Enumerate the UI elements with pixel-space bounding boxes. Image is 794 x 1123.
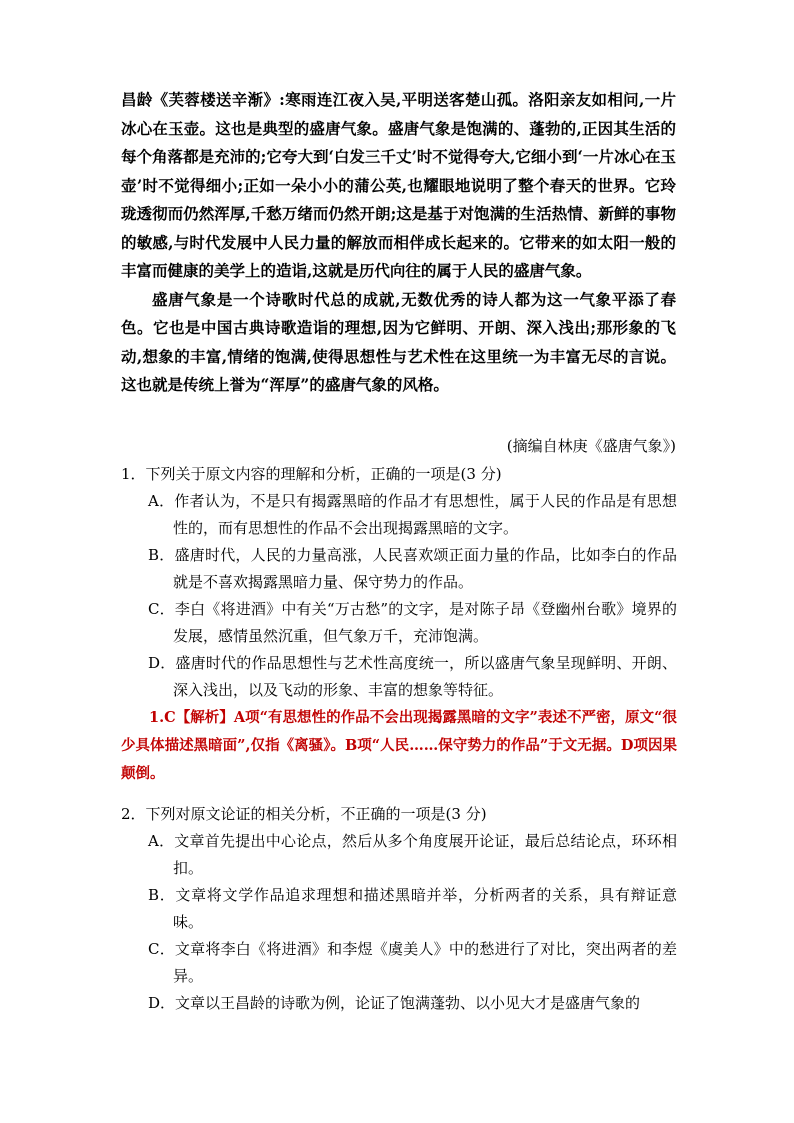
question-2-stem: 2．下列对原文论证的相关分析，不正确的一项是(3 分) xyxy=(121,805,487,823)
question-2-option-c: C．文章将李白《将进酒》和李煜《虞美人》中的愁进行了对比，突出两者的差异。 xyxy=(148,940,677,985)
question-1-stem: 1．下列关于原文内容的理解和分析，正确的一项是(3 分) xyxy=(121,465,502,483)
question-1-option-c: C．李白《将进酒》中有关“万古愁”的文字，是对陈子昂《登幽州台歌》境界的发展，感情虽然沉重，但气象万千，充沛饱满。 xyxy=(148,600,677,645)
article-source: (摘编自林庚《盛唐气象》) xyxy=(506,437,676,455)
question-1 xyxy=(121,460,677,788)
question-2-option-a: A．文章首先提出中心论点，然后从多个角度展开论证，最后总结论点，环环相扣。 xyxy=(148,832,677,877)
question-1-option-b: B．盛唐时代，人民的力量高涨，人民喜欢颂正面力量的作品，比如李白的作品就是不喜欢揭露黑暗力量、保守势力的作品。 xyxy=(148,546,677,591)
article-passage xyxy=(121,86,676,400)
passage-paragraph-1: 昌龄《芙蓉楼送辛渐》:寒雨连江夜入吴,平明送客楚山孤。洛阳亲友如相问,一片冰心在玉壶。这也是典型的盛唐气象。盛唐气象是饱满的、蓬勃的,正因其生活的每个角落都是充沛的;它夸大到‘白发三千丈’时不觉得夸大,它细小到‘一片冰心在玉壶’时不觉得细小;正如一朵小小的蒲公英,也耀眼地说明了整个春天的世界。它玲珑透彻而仍然浑厚,千愁万绪而仍然开朗;这是基于对饱满的生活热情、新鲜的事物的敏感,与时代发展中人民力量的解放而相伴成长起来的。它带来的如太阳一般的丰富而健康的美学上的造诣,这就是历代向往的属于人民的盛唐气象。 xyxy=(121,90,676,280)
passage-paragraph-2: 盛唐气象是一个诗歌时代总的成就,无数优秀的诗人都为这一气象平添了春色。它也是中国古典诗歌造诣的理想,因为它鲜明、开朗、深入浅出;那形象的飞动,想象的丰富,情绪的饱满,使得思想性与艺术性在这里统一为丰富无尽的言说。这也就是传统上誉为“浑厚”的盛唐气象的风格。 xyxy=(121,289,676,394)
question-1-option-a: A．作者认为，不是只有揭露黑暗的作品才有思想性，属于人民的作品是有思想性的，而有思想性的作品不会出现揭露黑暗的文字。 xyxy=(148,492,677,537)
question-2 xyxy=(121,800,677,1017)
question-1-answer-analysis: 1.C【解析】A项“有思想性的作品不会出现揭露黑暗的文字”表述不严密，原文“很少具体描述黑暗面”,仅指《离骚》。B项“人民……保守势力的作品”于文无据。D项因果颠倒。 xyxy=(121,709,677,782)
question-2-option-d: D．文章以王昌龄的诗歌为例，论证了饱满蓬勃、以小见大才是盛唐气象的 xyxy=(148,994,641,1012)
question-1-option-d: D．盛唐时代的作品思想性与艺术性高度统一，所以盛唐气象呈现鲜明、开朗、深入浅出，以及飞动的形象、丰富的想象等特征。 xyxy=(148,654,677,699)
question-2-option-b: B．文章将文学作品追求理想和描述黑暗并举，分析两者的关系，具有辩证意味。 xyxy=(148,886,677,931)
